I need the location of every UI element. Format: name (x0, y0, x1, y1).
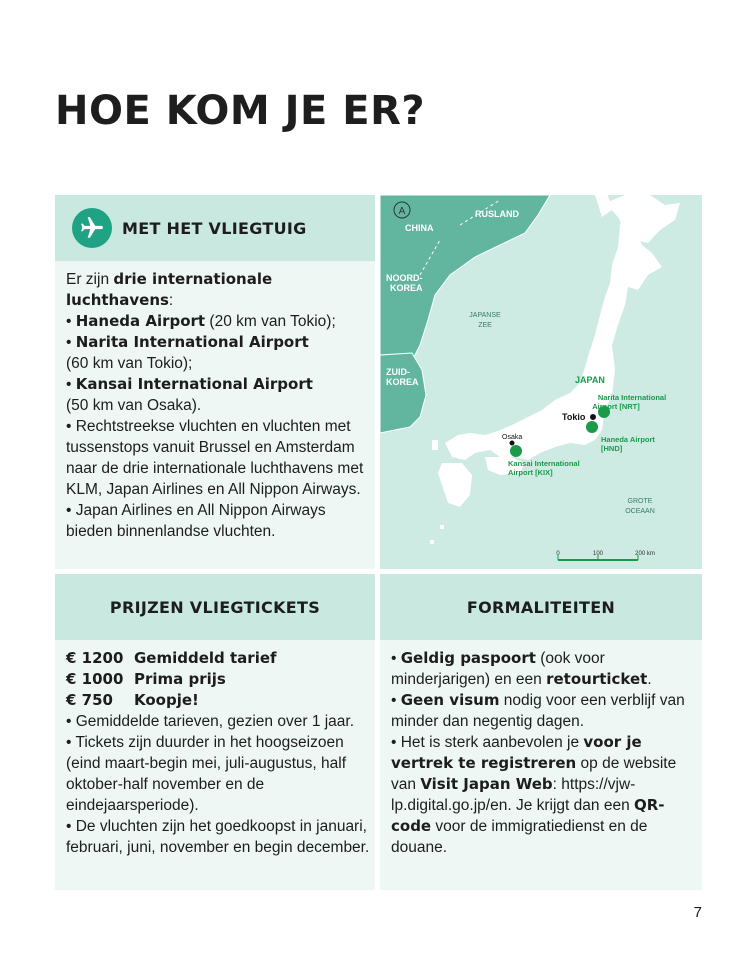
airport-detail: (60 km van Tokio); (66, 355, 193, 372)
note-text: Rechtstreekse vluchten en vluchten met tussenstops vanuit Brussel en Amsterdam naar de drie internationale luchthavens met KLM, Japan Airlines en All Nippon Airways. (66, 418, 364, 498)
label-japan: JAPAN (575, 375, 605, 385)
airport-item: • Kansai International Airport (50 km van Osaka). (66, 375, 313, 414)
note-text: Japan Airlines en All Nippon Airways bieden binnenlandse vluchten. (66, 502, 326, 540)
price-row (66, 690, 371, 711)
bold-text: retourticket (546, 670, 648, 688)
label-zuid-korea-2: KOREA (386, 377, 419, 387)
label-tokio: Tokio (562, 412, 586, 422)
airport-name: Haneda Airport (75, 312, 206, 330)
label-china: CHINA (405, 223, 434, 233)
label-osaka: Osaka (502, 434, 523, 441)
airport-item: • Narita International Airport (60 km van Tokio); (66, 333, 309, 372)
airplane-icon (72, 208, 112, 248)
bold-text: Geen visum (400, 691, 500, 709)
plane-body (66, 269, 371, 542)
label-kix-2: Airport [KIX] (508, 468, 553, 477)
plain-text: (ook voor minderjarigen) en een (391, 650, 605, 688)
formalities-item: • Het is sterk aanbevolen je voor je vertrek te registreren op de website van Visit Japan Web: https://vjw-lp.digital.go.jp/en. Je krijgt dan een QR-code voor de immigratiedienst en de douane. (391, 733, 677, 856)
bold-text: Geldig paspoort (400, 649, 536, 667)
airport-name: Kansai International Airport (75, 375, 313, 393)
tsushima-shape (432, 440, 438, 450)
label-grote-oceaan-2: OCEAAN (625, 508, 655, 515)
plane-intro (66, 269, 371, 311)
note-text: Gemiddelde tarieven, gezien over 1 jaar. (75, 713, 355, 730)
label-noord-korea-2: KOREA (390, 283, 423, 293)
note-text: De vluchten zijn het goedkoopst in januari, februari, juni, november en begin december. (66, 818, 370, 856)
prices-body (66, 648, 371, 858)
label-japanse-zee-1: JAPANSE (469, 312, 501, 319)
intro-bold: drie internationale luchthavens (66, 270, 273, 309)
plane-note: • Japan Airlines en All Nippon Airways bieden binnenlandse vluchten. (66, 502, 326, 540)
formalities-header (380, 574, 702, 640)
label-grote-oceaan-1: GROTE (627, 498, 653, 505)
airport-item: • Haneda Airport (20 km van Tokio); (66, 312, 336, 330)
label-rusland: RUSLAND (475, 209, 519, 219)
kix-airport-icon (510, 445, 522, 457)
price-row (66, 648, 371, 669)
price-note: • Tickets zijn duurder in het hoogseizoen (eind maart-begin mei, juli-augustus, half oktober-half november en de eindejaarsperiode). (66, 734, 346, 814)
airport-name: Narita International Airport (75, 333, 309, 351)
bold-text: QR-code (391, 796, 665, 835)
formalities-item: • Geen visum nodig voor een verblijf van minder dan negentig dagen. (391, 691, 685, 730)
bold-text: Visit Japan Web (420, 775, 553, 793)
page-number: 7 (693, 904, 702, 921)
label-noord-korea-1: NOORD- (386, 273, 423, 283)
scale-label-0: 0 (556, 551, 560, 557)
plane-note: • Rechtstreekse vluchten en vluchten met tussenstops vanuit Brussel en Amsterdam naar de drie internationale luchthavens met KLM, Japan Airlines en All Nippon Airways. (66, 418, 364, 498)
price-note: • Gemiddelde tarieven, gezien over 1 jaar. (66, 713, 355, 730)
formalities-heading: FORMALITEITEN (466, 597, 616, 617)
label-zuid-korea-1: ZUID- (386, 367, 410, 377)
bold-text: voor je vertrek te registreren (391, 733, 642, 772)
label-nrt-1: Narita International (597, 393, 667, 402)
plain-text: . (647, 671, 652, 688)
note-text: Tickets zijn duurder in het hoogseizoen (eind maart-begin mei, juli-augustus, half oktober-half november en de eindejaarsperiode). (66, 734, 346, 814)
label-hnd-2: [HND] (601, 444, 623, 453)
formalities-item: • Geldig paspoort (ook voor minderjarigen) en een retourticket. (391, 649, 652, 688)
hnd-airport-icon (586, 421, 598, 433)
label-kix-1: Kansai International (508, 459, 580, 468)
plain-text: nodig voor een verblijf van minder dan negentig dagen. (391, 692, 685, 730)
price-note: • De vluchten zijn het goedkoopst in januari, februari, juni, november en begin december. (66, 818, 370, 856)
prices-header (55, 574, 375, 640)
plane-heading: MET HET VLIEGTUIG (122, 218, 307, 238)
price-row (66, 669, 371, 690)
plain-text: : https://vjw-lp.digital.go.jp/en. Je krijgt dan een (391, 776, 636, 814)
label-japanse-zee-2: ZEE (478, 322, 492, 329)
plain-text: voor de immigratiedienst en de douane. (391, 818, 648, 856)
map-marker-label: A (398, 206, 406, 217)
price-amount: € 1000 (66, 670, 124, 688)
label-nrt-2: Airport [NRT] (592, 402, 640, 411)
airport-detail: (50 km van Osaka). (66, 397, 202, 414)
scale-label-200: 200 km (635, 551, 655, 557)
plain-text: Het is sterk aanbevolen je (400, 734, 584, 751)
japan-map (380, 195, 702, 569)
label-hnd-1: Haneda Airport (601, 435, 655, 444)
airport-detail: (20 km van Tokio); (205, 313, 336, 330)
price-label: Koopje! (134, 691, 199, 709)
plain-text: op de website van (391, 755, 677, 793)
price-label: Gemiddeld tarief (134, 649, 277, 667)
plane-header (55, 195, 375, 261)
price-amount: € 1200 (66, 649, 124, 667)
intro-text: Er zijn (66, 271, 114, 288)
price-label: Prima prijs (134, 670, 226, 688)
price-amount: € 750 (66, 691, 113, 709)
page-title: HOE KOM JE ER? (55, 88, 426, 134)
formalities-body (391, 648, 696, 858)
scale-label-100: 100 (592, 551, 604, 557)
intro-colon: : (168, 292, 174, 309)
prices-heading: PRIJZEN VLIEGTICKETS (109, 597, 321, 617)
